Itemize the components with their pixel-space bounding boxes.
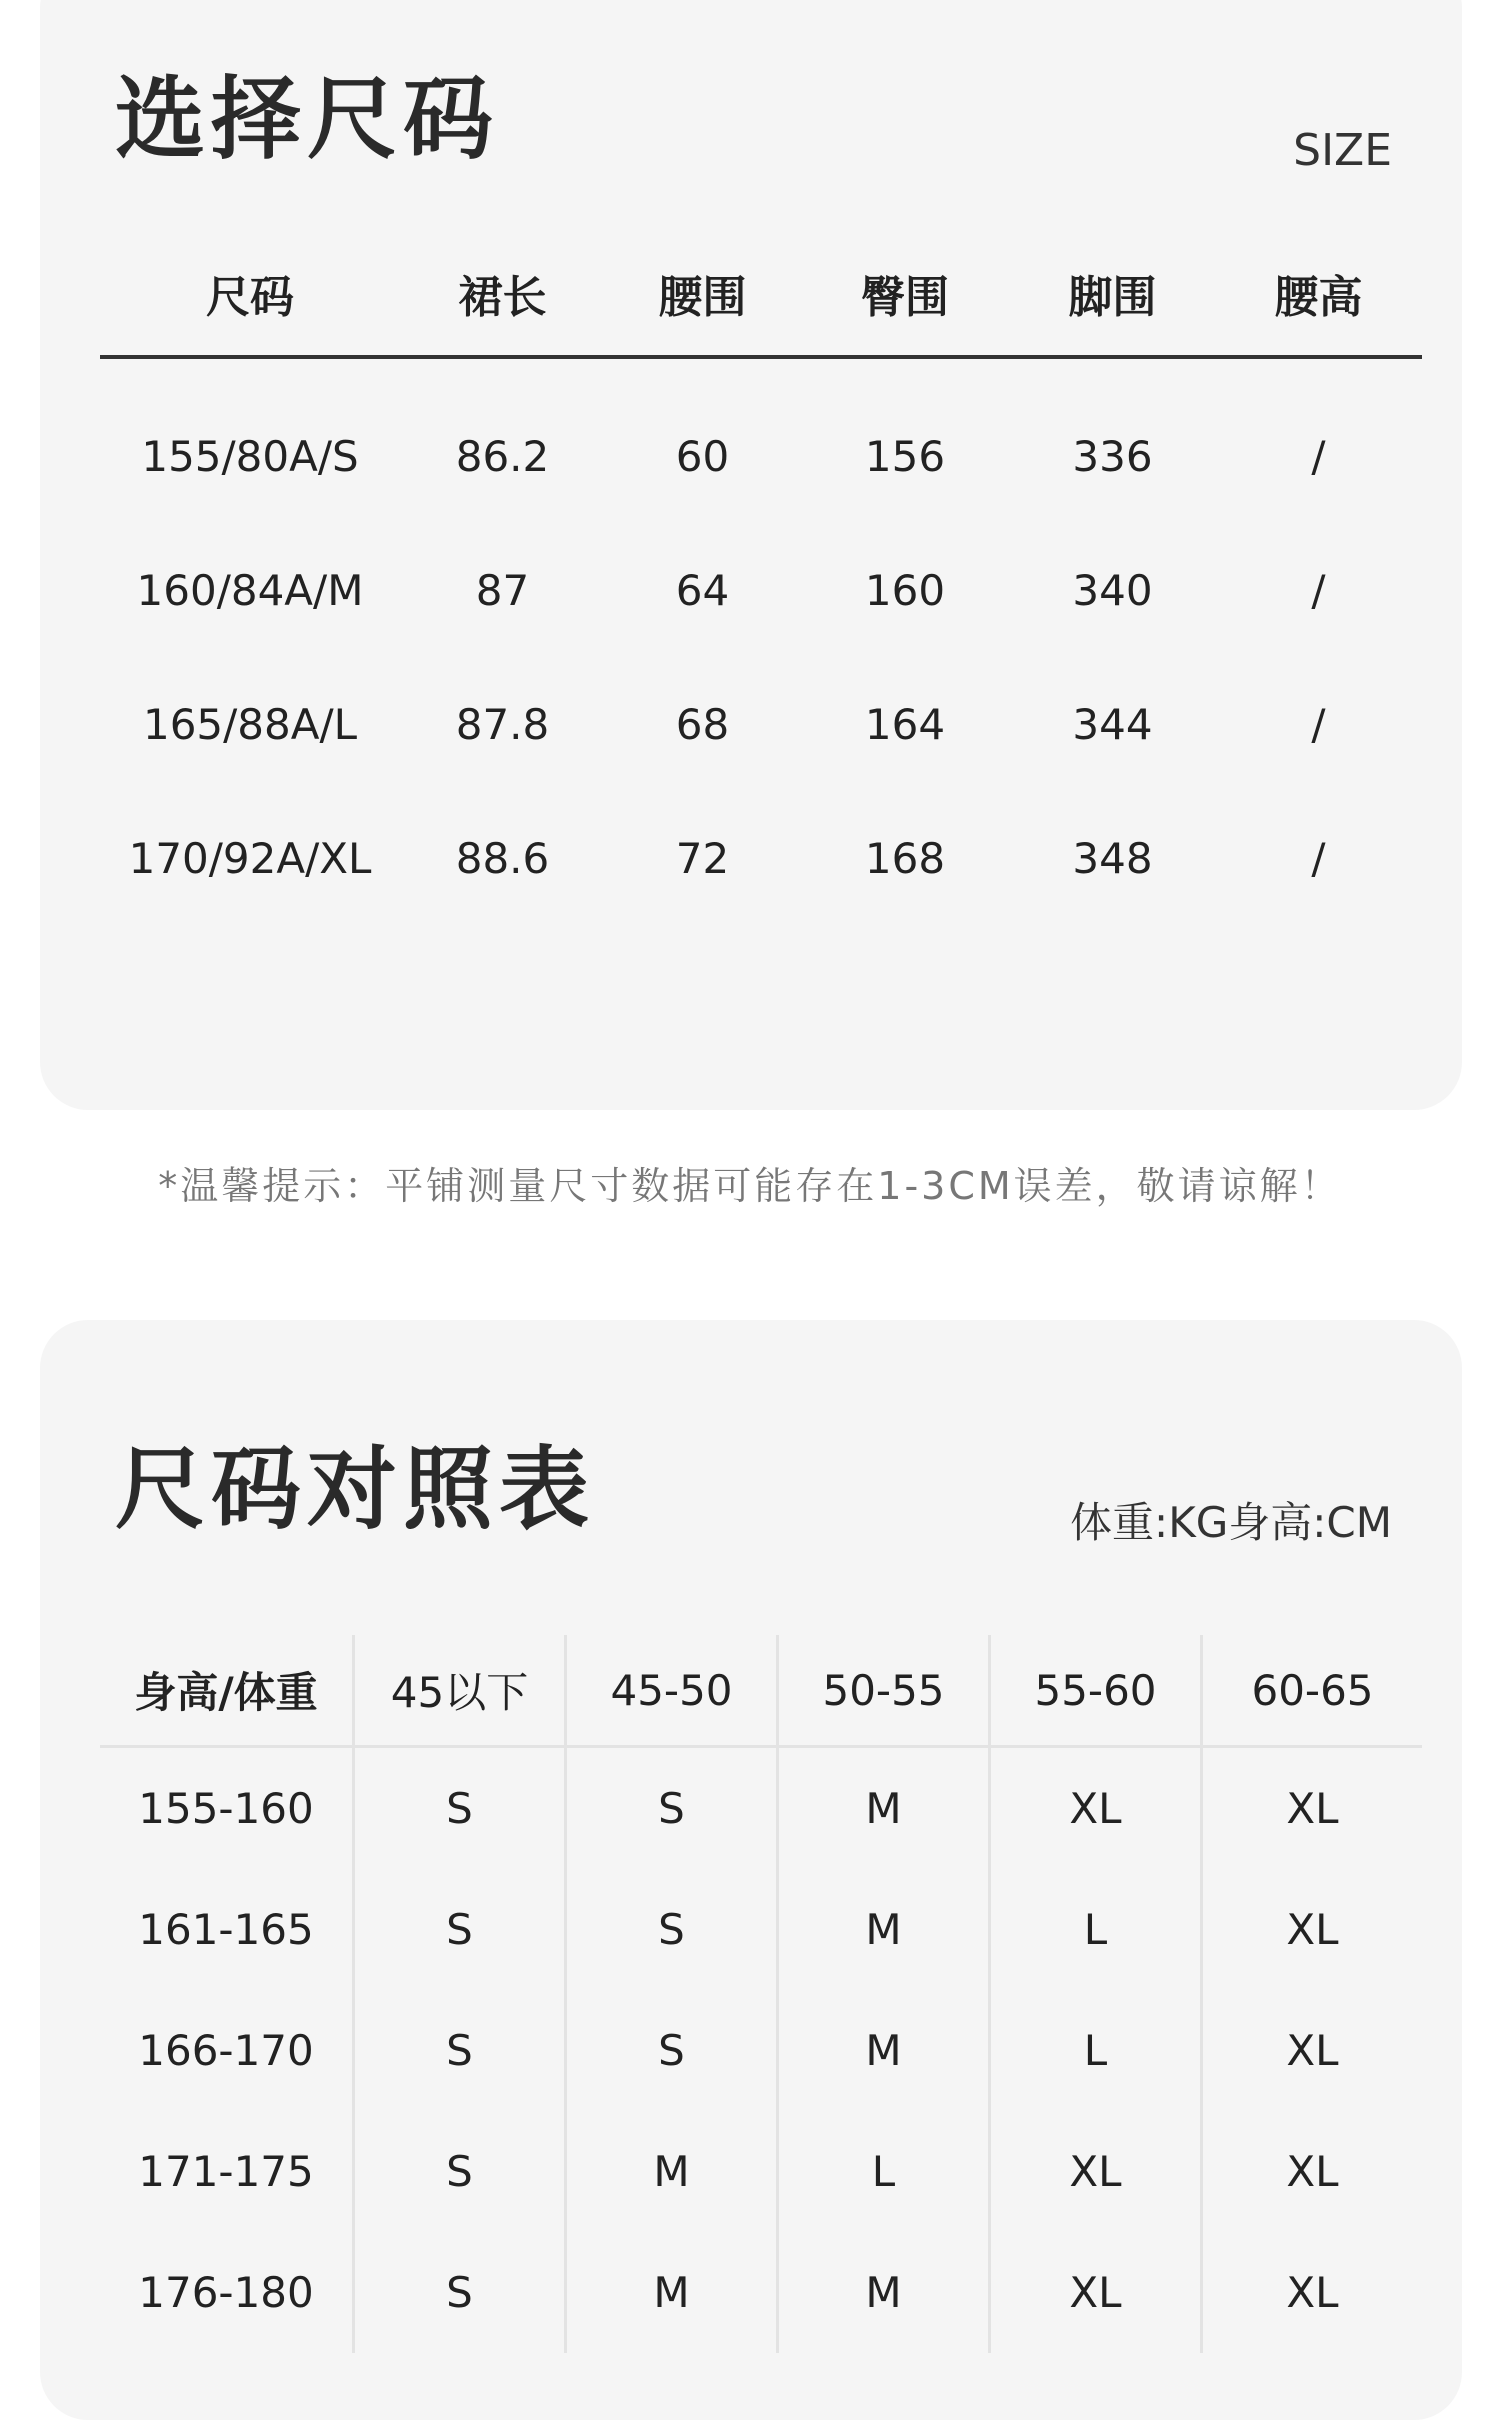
table-cell: 160 [864,565,946,615]
table-cell: 165/88A/L [142,699,358,749]
table-cell: XL [1286,1905,1339,1954]
table-cell: S [355,1869,567,1990]
table-cell: XL [1286,2268,1339,2317]
size-label: SIZE [1293,125,1392,176]
reference-header-cell: 50-55 [779,1635,991,1745]
size-table-header [100,230,1422,359]
table-cell: M [779,2232,991,2353]
size-title: 选择尺码 [115,67,499,172]
table-row [100,791,1422,925]
table-cell: 155-160 [100,1748,355,1869]
table-cell: 170/92A/XL [128,833,372,883]
table-cell: / [1311,699,1326,749]
table-cell: S [567,1869,779,1990]
size-table [100,230,1422,925]
reference-header-cell: 45-50 [567,1635,779,1745]
table-cell: 87.8 [455,699,550,749]
size-header-cell: 腰高 [1274,271,1363,323]
table-cell: XL [1286,1784,1339,1833]
table-row [100,2232,1422,2353]
table-cell: S [355,2232,567,2353]
table-cell: 156 [864,431,946,481]
table-row [100,1869,1422,1990]
table-cell: M [779,1869,991,1990]
table-cell: S [567,1990,779,2111]
table-cell: XL [1286,2026,1339,2075]
size-card [40,0,1462,1110]
reference-title: 尺码对照表 [115,1437,595,1542]
size-header-cell: 脚围 [1068,271,1157,323]
table-cell: XL [991,2111,1203,2232]
size-header-cell: 尺码 [206,271,294,323]
table-cell: L [991,1990,1203,2111]
reference-header-cell: 60-65 [1251,1665,1374,1715]
table-cell: 344 [1072,699,1153,749]
table-cell: S [567,1748,779,1869]
table-cell: / [1311,565,1326,615]
table-cell: S [355,2111,567,2232]
reference-header-cell: 身高/体重 [100,1635,355,1745]
measurement-tip: *温馨提示：平铺测量尺寸数据可能存在1-3CM误差，敬请谅解！ [158,1164,1342,1208]
reference-header-cell: 55-60 [991,1635,1203,1745]
table-cell: 87 [475,565,530,615]
reference-header-cell: 45以下 [355,1635,567,1745]
size-table-body [100,359,1422,925]
table-cell: 86.2 [455,431,550,481]
table-cell: L [779,2111,991,2232]
table-cell: 348 [1072,833,1153,883]
table-cell: S [355,1990,567,2111]
table-cell: M [567,2111,779,2232]
table-cell: M [567,2232,779,2353]
table-row [100,1990,1422,2111]
table-cell: S [355,1748,567,1869]
table-row [100,657,1422,791]
table-row [100,1748,1422,1869]
table-cell: 340 [1072,565,1153,615]
table-cell: 68 [675,699,730,749]
table-row [100,2111,1422,2232]
reference-units-label: 体重:KG身高:CM [1070,1498,1392,1547]
table-cell: / [1311,431,1326,481]
table-cell: M [779,1990,991,2111]
table-cell: M [779,1748,991,1869]
table-cell: 168 [864,833,946,883]
size-header-cell: 裙长 [458,271,547,323]
table-cell: XL [991,2232,1203,2353]
size-header-cell: 腰围 [658,271,747,323]
table-cell: 164 [864,699,946,749]
table-cell: 176-180 [100,2232,355,2353]
table-cell: 166-170 [100,1990,355,2111]
table-cell: 64 [675,565,730,615]
reference-card [40,1320,1462,2420]
table-cell: XL [991,1748,1203,1869]
reference-table-header [100,1635,1422,1748]
table-row [100,389,1422,523]
table-cell: 161-165 [100,1869,355,1990]
table-cell: 88.6 [455,833,550,883]
table-cell: 336 [1072,431,1153,481]
table-cell: 160/84A/M [136,565,364,615]
size-header-cell: 臀围 [861,271,949,323]
table-cell: XL [1286,2147,1339,2196]
table-cell: L [991,1869,1203,1990]
table-cell: 171-175 [100,2111,355,2232]
table-row [100,523,1422,657]
table-cell: / [1311,833,1326,883]
reference-table [100,1635,1422,2353]
table-cell: 155/80A/S [141,431,359,481]
table-cell: 60 [675,431,730,481]
table-cell: 72 [675,833,730,883]
